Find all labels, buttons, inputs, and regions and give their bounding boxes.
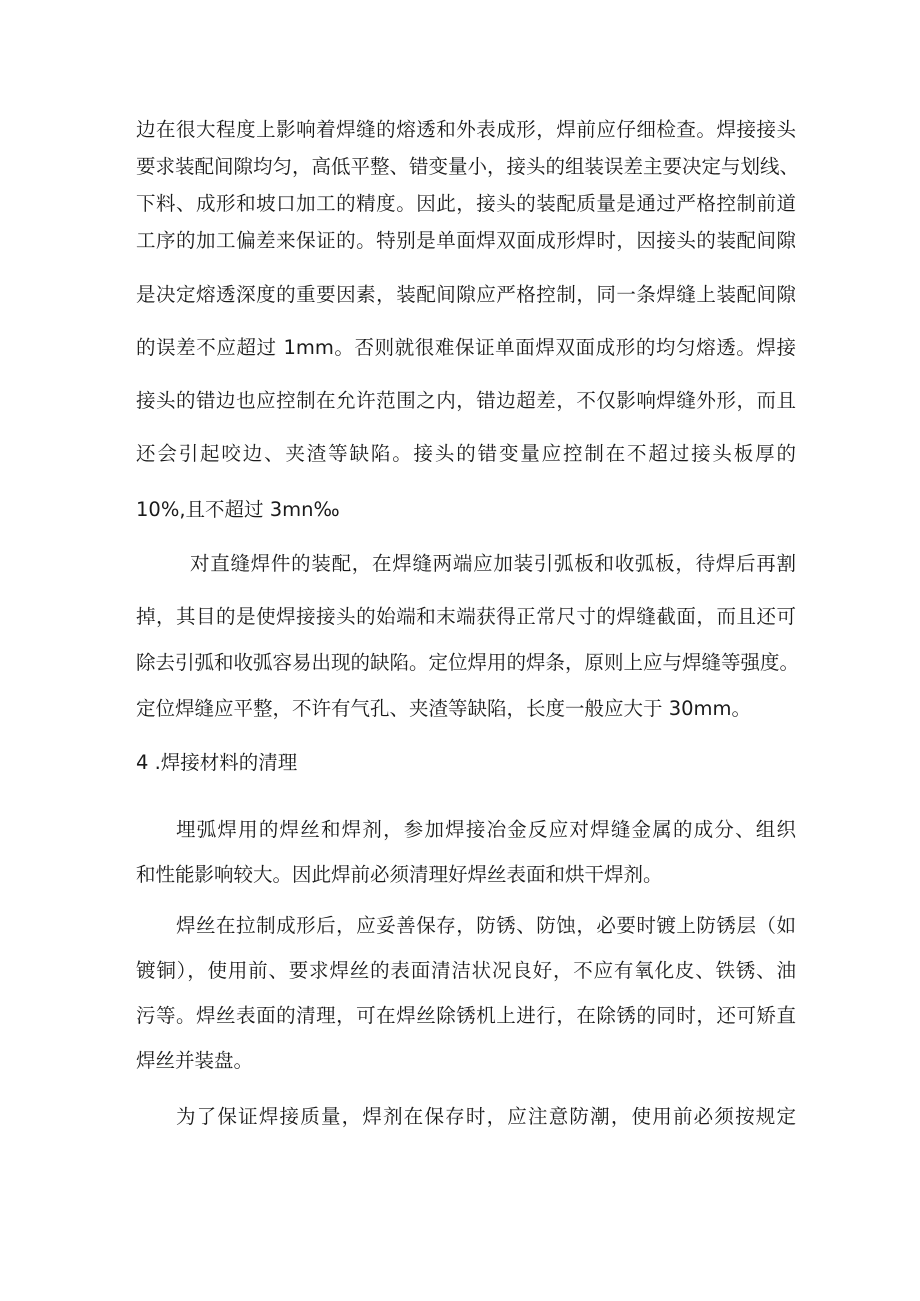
paragraph-4-line-1: 焊丝在拉制成形后，应妥善保存，防锈、防蚀，必要时镀上防锈层（如	[176, 914, 796, 937]
paragraph-1-line-6: 的误差不应超过 1mm。否则就很难保证单面焊双面成形的均匀熔透。焊接	[136, 336, 796, 359]
paragraph-2-line-1: 对直缝焊件的装配，在焊缝两端应加装引弧板和收弧板，待焊后再割	[190, 552, 796, 575]
paragraph-5-line-1: 为了保证焊接质量，焊剂在保存时，应注意防潮，使用前必须按规定	[176, 1105, 796, 1128]
paragraph-1-line-7: 接头的错边也应控制在允许范围之内，错边超差，不仅影响焊缝外形，而且	[136, 389, 796, 412]
paragraph-4-line-4: 焊丝并装盘。	[136, 1049, 254, 1072]
paragraph-1-line-1: 边在很大程度上影响着焊缝的熔透和外表成形，焊前应仔细检查。焊接接头	[136, 118, 796, 141]
paragraph-4-line-2: 镀铜），使用前、要求焊丝的表面清洁状况良好，不应有氧化皮、铁锈、油	[136, 959, 796, 982]
paragraph-2-line-3: 除去引弧和收弧容易出现的缺陷。定位焊用的焊条，原则上应与焊缝等强度。	[136, 651, 800, 674]
paragraph-3-line-1: 埋弧焊用的焊丝和焊剂，参加焊接冶金反应对焊缝金属的成分、组织	[176, 818, 796, 841]
paragraph-1-line-5: 是决定熔透深度的重要因素，装配间隙应严格控制，同一条焊缝上装配间隙	[136, 283, 796, 306]
paragraph-1-line-2: 要求装配间隙均匀，高低平整、错变量小，接头的组装误差主要决定与划线、	[136, 155, 800, 178]
paragraph-1-line-8: 还会引起咬边、夹渣等缺陷。接头的错变量应控制在不超过接头板厚的	[136, 442, 796, 465]
paragraph-1-line-3: 下料、成形和坡口加工的精度。因此，接头的装配质量是通过严格控制前道	[136, 192, 796, 215]
section-heading: 4 .焊接材料的清理	[136, 751, 298, 774]
paragraph-2-line-2: 掉，其目的是使焊接接头的始端和末端获得正常尺寸的焊缝截面，而且还可	[136, 605, 796, 628]
paragraph-2-line-4: 定位焊缝应平整，不许有气孔、夹渣等缺陷，长度一般应大于 30mm。	[136, 697, 752, 720]
paragraph-4-line-3: 污等。焊丝表面的清理，可在焊丝除锈机上进行，在除锈的同时，还可矫直	[136, 1004, 796, 1027]
paragraph-1-line-4: 工序的加工偏差来保证的。特别是单面焊双面成形焊时，因接头的装配间隙	[136, 229, 796, 252]
paragraph-1-line-9: 10%,且不超过 3mn‰	[136, 498, 340, 521]
paragraph-3-line-2: 和性能影响较大。因此焊前必须清理好焊丝表面和烘干焊剂。	[136, 863, 663, 886]
